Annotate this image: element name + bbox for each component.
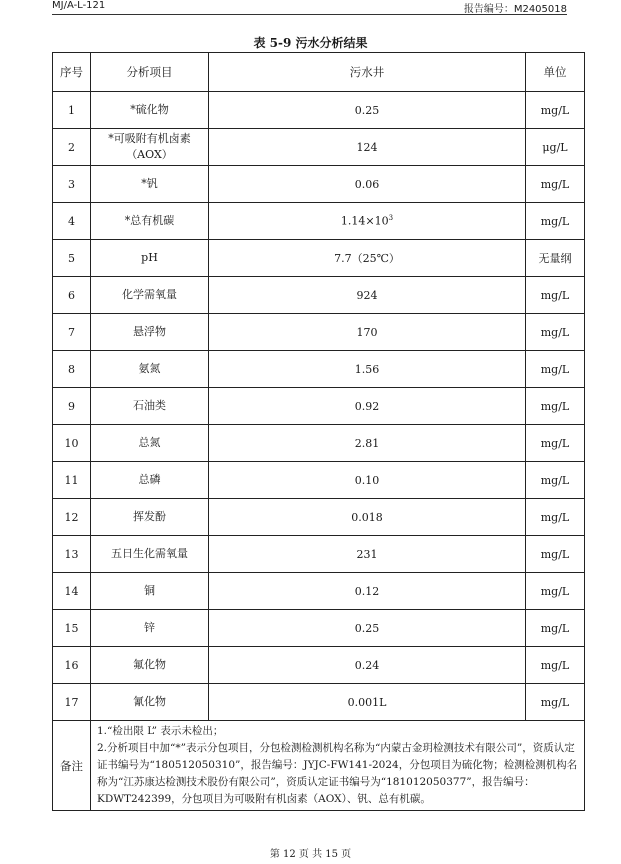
measured-value: 7.7（25℃） [209,240,526,277]
unit: mg/L [526,351,585,388]
table-row [53,462,585,499]
doc-code: MJ/A-L-121 [52,0,106,11]
table-row [53,610,585,647]
analysis-item: 石油类 [91,388,209,425]
measured-value: 2.81 [209,425,526,462]
row-number: 16 [53,647,91,684]
unit: μg/L [526,129,585,166]
table-row [53,351,585,388]
unit: mg/L [526,610,585,647]
row-number: 1 [53,92,91,129]
measured-value: 0.10 [209,462,526,499]
row-number: 14 [53,573,91,610]
analysis-item: 氟化物 [91,647,209,684]
analysis-item: 化学需氧量 [91,277,209,314]
unit: mg/L [526,462,585,499]
measured-value: 0.25 [209,610,526,647]
notes-label: 备注 [53,721,91,811]
row-number: 3 [53,166,91,203]
table-row [53,647,585,684]
analysis-item: *钒 [91,166,209,203]
page-header [52,0,567,15]
analysis-item: 悬浮物 [91,314,209,351]
row-number: 13 [53,536,91,573]
table-row [53,314,585,351]
analysis-item: 总氮 [91,425,209,462]
measured-value: 924 [209,277,526,314]
table-row [53,388,585,425]
measured-value: 0.25 [209,92,526,129]
measured-value: 124 [209,129,526,166]
row-number: 6 [53,277,91,314]
unit: mg/L [526,536,585,573]
table-row [53,536,585,573]
analysis-item: pH [91,240,209,277]
note-1: 1.“检出限 L” 表示未检出； [97,725,224,737]
row-number: 5 [53,240,91,277]
analysis-item: 挥发酚 [91,499,209,536]
note-2: 2.分析项目中加“*”表示分包项目，分包检测检测机构名称为“内蒙古金玥检测技术有限公司”，资质认定证书编号为“180512050310”，报告编号：JYJC-FW141-2024，分包项目为硫化物；检测检测机构名称为“江苏康达检测技术股份有限公司”，资质认定证书编号为“181012050377”，报告编号：KDWT242399，分包项目为可吸附有机卤素（AOX）、钒、总有机碳。 [97,742,578,805]
table-title: 表 5-9 污水分析结果 [253,36,368,50]
measured-value: 0.018 [209,499,526,536]
analysis-item: 铜 [91,573,209,610]
unit: mg/L [526,277,585,314]
col-header-value: 污水井 [209,53,526,92]
unit: mg/L [526,92,585,129]
report-number: 报告编号：M2405018 [463,4,567,15]
unit: mg/L [526,499,585,536]
table-row [53,240,585,277]
analysis-item: *可吸附有机卤素（AOX） [91,129,209,166]
measured-value: 231 [209,536,526,573]
table-row [53,203,585,240]
measured-value: 0.24 [209,647,526,684]
analysis-table [52,52,585,811]
analysis-item: *硫化物 [91,92,209,129]
row-number: 12 [53,499,91,536]
notes-row [53,721,585,811]
unit: mg/L [526,388,585,425]
col-header-no: 序号 [53,53,91,92]
analysis-item: *总有机碳 [91,203,209,240]
value-exponent: 3 [388,214,394,223]
row-number: 17 [53,684,91,721]
analysis-item: 氰化物 [91,684,209,721]
row-number: 4 [53,203,91,240]
table-row [53,425,585,462]
measured-value: 0.12 [209,573,526,610]
unit: 无量纲 [526,240,585,277]
analysis-item: 锌 [91,610,209,647]
table-body [53,92,585,721]
unit: mg/L [526,203,585,240]
table-row [53,129,585,166]
analysis-item: 五日生化需氧量 [91,536,209,573]
measured-value: 0.06 [209,166,526,203]
analysis-item: 总磷 [91,462,209,499]
unit: mg/L [526,425,585,462]
col-header-item: 分析项目 [91,53,209,92]
table-row [53,684,585,721]
unit: mg/L [526,573,585,610]
analysis-item: 氨氮 [91,351,209,388]
row-number: 2 [53,129,91,166]
row-number: 15 [53,610,91,647]
page-footer: 第 12 页 共 15 页 [269,849,352,860]
measured-value: 170 [209,314,526,351]
unit: mg/L [526,647,585,684]
row-number: 8 [53,351,91,388]
row-number: 10 [53,425,91,462]
unit: mg/L [526,314,585,351]
table-row [53,499,585,536]
row-number: 7 [53,314,91,351]
measured-value: 0.92 [209,388,526,425]
row-number: 9 [53,388,91,425]
table-row [53,277,585,314]
unit: mg/L [526,684,585,721]
measured-value: $1.14\times 10^3$ [209,203,526,240]
table-row [53,92,585,129]
measured-value: 0.001L [209,684,526,721]
notes-content [91,721,585,811]
table-row [53,166,585,203]
unit: mg/L [526,166,585,203]
col-header-unit: 单位 [526,53,585,92]
row-number: 11 [53,462,91,499]
table-header-row [53,53,585,92]
measured-value: 1.56 [209,351,526,388]
table-row [53,573,585,610]
